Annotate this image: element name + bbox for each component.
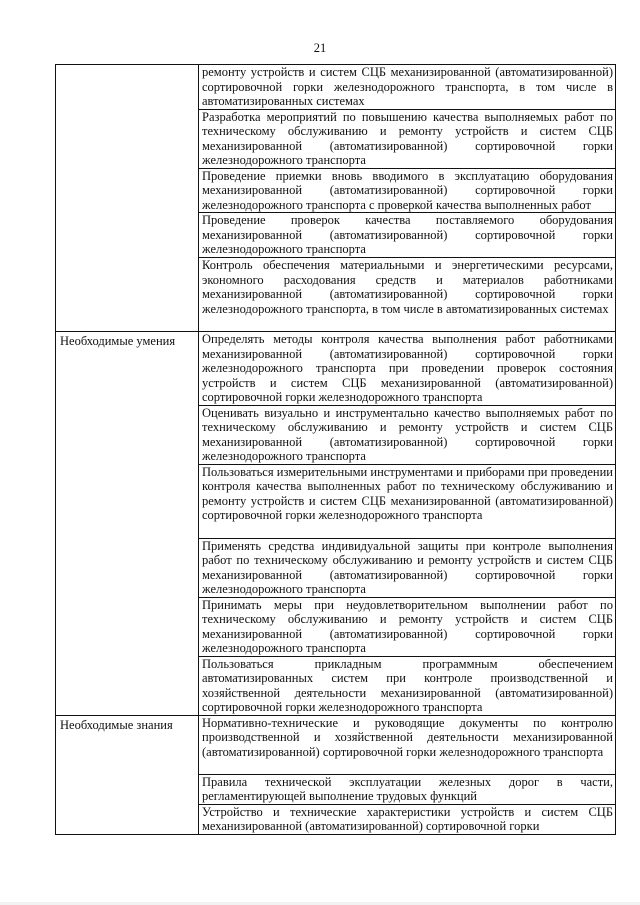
section-label	[56, 65, 199, 332]
table-cell: Пользоваться прикладным программным обеспечением автоматизированных систем при контроле производственной и хозяйственной деятельности механизированной (автоматизированной) сортировочной горки железнодорожного транспорта	[199, 656, 616, 715]
table-cell: Оценивать визуально и инструментально качество выполняемых работ по техническому обслуживанию и ремонту устройств и систем СЦБ механизированной (автоматизированной) сортировочной горки железнодорожного транспорта	[199, 405, 616, 464]
table-row	[56, 332, 616, 406]
table-cell: Контроль обеспечения материальными и энергетическими ресурсами, экономного расходования средств и материалов работниками механизированной (автоматизированной) сортировочной горки железнодорожного транспорта, в том числе в автоматизированных системах	[199, 258, 616, 332]
section-label: Необходимые умения	[56, 332, 199, 716]
table-cell: Пользоваться измерительными инструментами и приборами при проведении контроля качества выполненных работ по техническому обслуживанию и ремонту устройств и систем СЦБ механизированной (автоматизированной) сортировочной горки железнодорожного транспорта	[199, 464, 616, 538]
table-cell: Нормативно-технические и руководящие документы по контролю производственной и хозяйственной деятельности механизированной (автоматизированной) сортировочной горки железнодорожного транспорта	[199, 715, 616, 774]
table-row	[56, 715, 616, 774]
section-label: Необходимые знания	[56, 715, 199, 834]
table-row	[56, 65, 616, 110]
page-number: 21	[313, 41, 327, 55]
table-cell: Устройство и технические характеристики устройств и систем СЦБ механизированной (автоматизированной) сортировочной горки	[199, 804, 616, 834]
table-cell: Применять средства индивидуальной защиты при контроле выполнения работ по техническому обслуживанию и ремонту устройств и систем СЦБ механизированной (автоматизированной) сортировочной горки железнодорожного транспорта	[199, 538, 616, 597]
requirements-table	[55, 64, 616, 835]
table-cell: Проведение проверок качества поставляемого оборудования механизированной (автоматизированной) сортировочной горки железнодорожного транспорта	[199, 213, 616, 258]
table-cell: Проведение приемки вновь вводимого в эксплуатацию оборудования механизированной (автоматизированной) сортировочной горки железнодорожного транспорта с проверкой качества выполненных работ	[199, 168, 616, 213]
table-cell: Правила технической эксплуатации железных дорог в части, регламентирующей выполнение трудовых функций	[199, 774, 616, 804]
table-cell: Принимать меры при неудовлетворительном выполнении работ по техническому обслуживанию и ремонту устройств и систем СЦБ механизированной (автоматизированной) сортировочной горки железнодорожного транспорта	[199, 597, 616, 656]
table-cell: Разработка мероприятий по повышению качества выполняемых работ по техническому обслуживанию и ремонту устройств и систем СЦБ механизированной (автоматизированной) сортировочной горки железнодорожного транспорта	[199, 109, 616, 168]
table-cell: ремонту устройств и систем СЦБ механизированной (автоматизированной) сортировочной горки железнодорожного транспорта, в том числе в автоматизированных системах	[199, 65, 616, 110]
table-cell: Определять методы контроля качества выполнения работ работниками механизированной (автоматизированной) сортировочной горки железнодорожного транспорта при проведении проверок состояния устройств и систем СЦБ механизированной (автоматизированной) сортировочной горки железнодорожного транспорта	[199, 332, 616, 406]
